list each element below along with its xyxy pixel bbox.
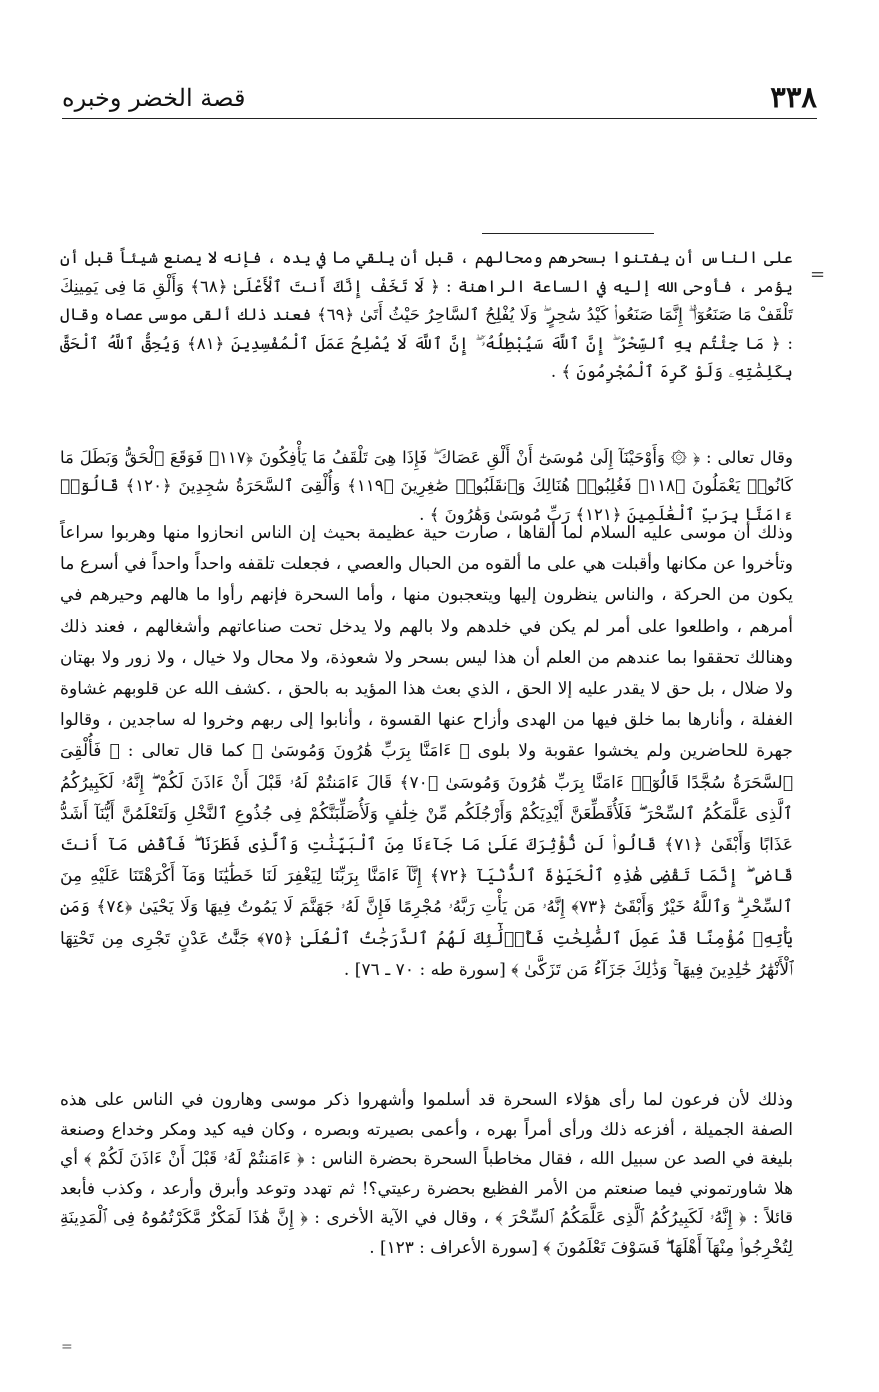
continuation-mark: =	[810, 264, 826, 285]
running-title: قصة الخضر وخبره	[62, 84, 246, 112]
page-header	[62, 78, 817, 119]
paragraph-text: وقال تعالى : ﴿ ۞ وَأَوْحَيْنَآ إِلَىٰ مُوسَىٰٓ أَنْ أَلْقِ عَصَاكَ ۖ فَإِذَا هِىَ تَلْقَفُ مَا يَأْفِكُونَ ﴿١١٧﴾ فَوَقَعَ ٱلْحَقُّ وَبَطَلَ مَا كَانُوا۟ يَعْمَلُونَ ﴿١١٨﴾ فَغُلِبُوا۟ هُنَالِكَ وَٱنقَلَبُوا۟ صَٰغِرِينَ ﴿١١٩﴾ وَأُلْقِىَ ٱلسَّحَرَةُ سَٰجِدِينَ ﴿١٢٠﴾ قَالُوٓا۟ ءَامَنَّا بِرَبِّ ٱلْعَٰلَمِينَ ﴿١٢١﴾ رَبِّ مُوسَىٰ وَهَٰرُونَ ﴾ .	[60, 448, 794, 524]
paragraph-text: وذلك لأن فرعون لما رأى هؤلاء السحرة قد أسلموا وأشهروا ذكر موسى وهارون في الناس على هذه الصفة الجميلة ، أفزعه ذلك ورأى أمراً بهره ، وأعمى بصيرته وبصره ، وكان فيه كيد ومكر وخداع وصنعة بليغة في الصد عن سبيل الله ، فقال مخاطباً السحرة بحضرة الناس : ﴿ ءَامَنتُمْ لَهُۥ قَبْلَ أَنْ ءَاذَنَ لَكُمْ ﴾ أي هلا شاورتموني فيما صنعتم من الأمر الفظيع بحضرة رعيتي؟! ثم تهدد وتوعد وأبرق وأرعد ، وكذب فأبعد قائلاً : ﴿ إِنَّهُۥ لَكَبِيرُكُمُ ٱلَّذِى عَلَّمَكُمُ ٱلسِّحْرَ ﴾ ، وقال في الآية الأخرى : ﴿ إِنَّ هَٰذَا لَمَكْرٌ مَّكَرْتُمُوهُ فِى ٱلْمَدِينَةِ لِتُخْرِجُوا۟ مِنْهَآ أَهْلَهَا ۖ فَسَوْفَ تَعْلَمُونَ ﴾ [سورة الأعراف : ١٢٣] .	[60, 1089, 793, 1257]
paragraph-4	[60, 1085, 793, 1262]
paragraph-1	[60, 244, 793, 387]
paragraph-3	[60, 518, 793, 986]
page-number: ٣٣٨	[770, 80, 817, 114]
paragraph-2	[60, 444, 793, 529]
paragraph-text: على الناس أن يفتنوا بسحرهم ومحالهم ، قبل أن يلقي ما في يده ، فإنه لا يصنع شيئاً قبل أن يؤمر ، فأوحى الله إليه في الساعة الراهنة : ﴿ لَا تَخَفْ إِنَّكَ أَنتَ ٱلْأَعْلَىٰ ﴿٦٨﴾ وَأَلْقِ مَا فِى يَمِينِكَ تَلْقَفْ مَا صَنَعُوٓا۟ ۖ إِنَّمَا صَنَعُوا۟ كَيْدُ سَٰحِرٍ ۖ وَلَا يُفْلِحُ ٱلسَّاحِرُ حَيْثُ أَتَىٰ ﴿٦٩﴾ فعند ذلك ألقى موسى عصاه وقال : ﴿ مَا جِئْتُم بِهِ ٱلسِّحْرُ ۖ إِنَّ ٱللَّهَ سَيُبْطِلُهُۥٓ ۖ إِنَّ ٱللَّهَ لَا يُصْلِحُ عَمَلَ ٱلْمُفْسِدِينَ ﴿٨١﴾ وَيُحِقُّ ٱللَّهُ ٱلْحَقَّ بِكَلِمَٰتِهِۦ وَلَوْ كَرِهَ ٱلْمُجْرِمُونَ ﴾ .	[60, 248, 794, 382]
ditto-mark: =	[61, 1339, 73, 1355]
footnote-separator	[482, 233, 654, 234]
paragraph-text: وذلك أن موسى عليه السلام لما ألقاها ، صارت حية عظيمة بحيث إن الناس انحازوا منها وهربوا سراعاً وتأخروا عن مكانها وأقبلت هي على ما ألقوه من الحبال والعصي ، فجعلت تلقفه واحداً واحداً في أسرع ما يكون من الحركة ، والناس ينظرون إليها ويتعجبون منها ، وأما السحرة فإنهم رأوا ما هالهم وحيرهم في أمرهم ، واطلعوا على أمر لم يكن في خلدهم ولا بالهم ولا يدخل تحت صناعاتهم وأشغالهم ، فعند ذلك وهنالك تحققوا بما عندهم من العلم أن هذا ليس بسحر ولا شعوذة، ولا محال ولا خيال ، ولا زور ولا بهتان ولا ضلال ، بل حق لا يقدر عليه إلا الحق ، الذي بعث هذا المؤيد به بالحق ، .كشف الله عن قلوبهم غشاوة الغفلة ، وأنارها بما خلق فيها من الهدى وأزاح عنها القسوة ، وأنابوا إلى ربهم وخروا له ساجدين ، وقالوا جهرة للحاضرين ولم يخشوا عقوبة ولا بلوى ﴿ ءَامَنَّا بِرَبِّ هَٰرُونَ وَمُوسَىٰ ﴾ كما قال تعالى : ﴿ فَأُلْقِىَ ٱلسَّحَرَةُ سُجَّدًا قَالُوٓا۟ ءَامَنَّا بِرَبِّ هَٰرُونَ وَمُوسَىٰ ﴿٧٠﴾ قَالَ ءَامَنتُمْ لَهُۥ قَبْلَ أَنْ ءَاذَنَ لَكُمْ ۖ إِنَّهُۥ لَكَبِيرُكُمُ ٱلَّذِى عَلَّمَكُمُ ٱلسِّحْرَ ۖ فَلَأُقَطِّعَنَّ أَيْدِيَكُمْ وَأَرْجُلَكُم مِّنْ خِلَٰفٍ وَلَأُصَلِّبَنَّكُمْ فِى جُذُوعِ ٱلنَّخْلِ وَلَتَعْلَمُنَّ أَيُّنَآ أَشَدُّ عَذَابًا وَأَبْقَىٰ ﴿٧١﴾ قَالُوا۟ لَن نُّؤْثِرَكَ عَلَىٰ مَا جَآءَنَا مِنَ ٱلْبَيِّنَٰتِ وَٱلَّذِى فَطَرَنَا ۖ فَٱقْضِ مَآ أَنتَ قَاضٍ ۖ إِنَّمَا تَقْضِى هَٰذِهِ ٱلْحَيَوٰةَ ٱلدُّنْيَآ ﴿٧٢﴾ إِنَّآ ءَامَنَّا بِرَبِّنَا لِيَغْفِرَ لَنَا خَطَٰيَٰنَا وَمَآ أَكْرَهْتَنَا عَلَيْهِ مِنَ ٱلسِّحْرِ ۗ وَٱللَّهُ خَيْرٌ وَأَبْقَىٰٓ ﴿٧٣﴾ إِنَّهُۥ مَن يَأْتِ رَبَّهُۥ مُجْرِمًا فَإِنَّ لَهُۥ جَهَنَّمَ لَا يَمُوتُ فِيهَا وَلَا يَحْيَىٰ ﴿٧٤﴾ وَمَن يَأْتِهِۦ مُؤْمِنًا قَدْ عَمِلَ ٱلصَّٰلِحَٰتِ فَأُو۟لَٰٓئِكَ لَهُمُ ٱلدَّرَجَٰتُ ٱلْعُلَىٰ ﴿٧٥﴾ جَنَّٰتُ عَدْنٍ تَجْرِى مِن تَحْتِهَا ٱلْأَنْهَٰرُ خَٰلِدِينَ فِيهَا ۚ وَذَٰلِكَ جَزَآءُ مَن تَزَكَّىٰ ﴾ [سورة طه : ٧٠ ـ ٧٦] .	[60, 523, 794, 980]
